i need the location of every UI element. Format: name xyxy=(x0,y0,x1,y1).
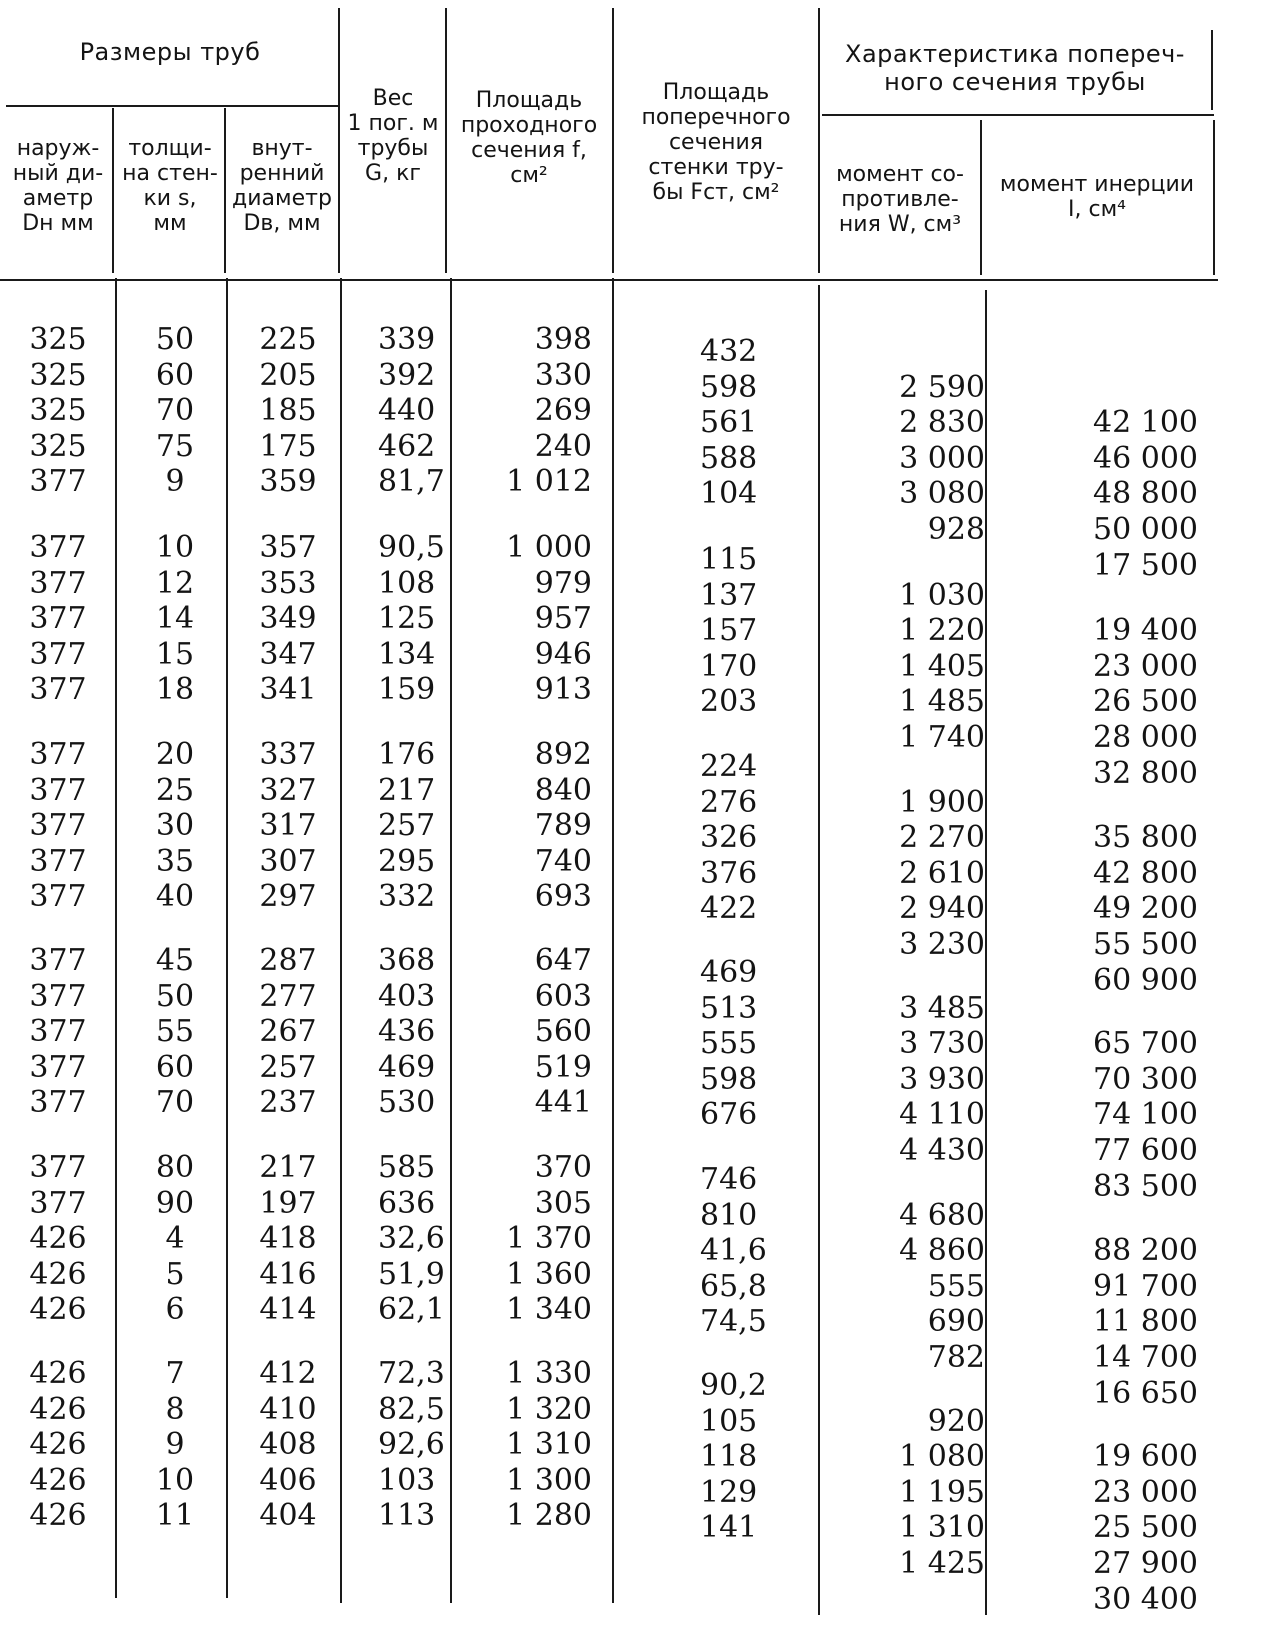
table-cell: 426 xyxy=(29,1462,87,1498)
table-cell: 28 000 xyxy=(1093,719,1198,755)
table-cell: 377 xyxy=(29,1085,87,1121)
table-cell: 327 xyxy=(259,772,317,808)
table-cell: 4 430 xyxy=(899,1132,985,1168)
table-cell: 82,5 xyxy=(378,1391,445,1427)
table-cell: 4 860 xyxy=(899,1233,985,1269)
table-cell: 2 940 xyxy=(899,891,985,927)
table-cell: 414 xyxy=(259,1292,317,1328)
table-cell: 422 xyxy=(700,891,758,927)
table-cell: 26 500 xyxy=(1093,684,1198,720)
table-cell: 25 xyxy=(155,772,195,808)
table-cell: 555 xyxy=(700,1026,758,1062)
table-cell: 920 xyxy=(927,1403,985,1439)
table-cell: 17 500 xyxy=(1093,547,1198,583)
table-cell: 90 xyxy=(155,1185,195,1221)
table-cell: 11 800 xyxy=(1093,1304,1198,1340)
table-cell: 105 xyxy=(700,1403,758,1439)
table-cell: 19 400 xyxy=(1093,613,1198,649)
table-cell: 946 xyxy=(534,636,592,672)
table-cell: 267 xyxy=(259,1014,317,1050)
table-cell: 377 xyxy=(29,672,87,708)
table-cell: 113 xyxy=(378,1498,436,1534)
table-cell: 1 280 xyxy=(506,1498,592,1534)
table-cell: 7 xyxy=(165,1356,185,1391)
table-cell: 2 610 xyxy=(899,855,985,891)
table-cell: 1 320 xyxy=(506,1391,592,1427)
table-cell: 50 xyxy=(155,978,195,1014)
table-cell: 1 360 xyxy=(506,1256,592,1292)
table-cell: 32 800 xyxy=(1093,755,1198,791)
table-cell: 1 740 xyxy=(899,719,985,755)
table-cell: 690 xyxy=(927,1304,985,1340)
table-cell: 840 xyxy=(534,772,592,808)
table-cell: 70 xyxy=(155,393,195,429)
table-cell: 3 230 xyxy=(899,926,985,962)
table-cell: 9 xyxy=(165,1427,185,1463)
table-cell: 406 xyxy=(259,1462,317,1498)
table-cell: 8 xyxy=(165,1391,185,1427)
table-cell: 103 xyxy=(378,1462,436,1498)
table-cell: 40 xyxy=(155,879,195,915)
table-cell: 1 330 xyxy=(506,1356,592,1391)
table-cell: 353 xyxy=(259,565,317,601)
table-cell: 403 xyxy=(378,978,436,1014)
table-cell: 676 xyxy=(700,1097,758,1133)
table-cell: 276 xyxy=(700,784,758,820)
table-cell: 412 xyxy=(259,1356,317,1391)
table-cell: 746 xyxy=(700,1162,758,1197)
header-wall-thickness: толщи- на стен- ки s, мм xyxy=(122,136,218,236)
table-cell: 4 110 xyxy=(899,1097,985,1133)
table-cell: 6 xyxy=(165,1292,185,1328)
table-cell: 10 xyxy=(155,1462,195,1498)
table-cell: 118 xyxy=(700,1439,758,1475)
table-cell: 416 xyxy=(259,1256,317,1292)
table-cell: 1 340 xyxy=(506,1292,592,1328)
table-cell: 317 xyxy=(259,808,317,844)
table-cell: 1 300 xyxy=(506,1462,592,1498)
table-cell: 426 xyxy=(29,1391,87,1427)
table-cell: 1 012 xyxy=(506,464,592,500)
table-cell: 1 485 xyxy=(899,684,985,720)
table-cell: 287 xyxy=(259,943,317,978)
table-cell: 23 000 xyxy=(1093,648,1198,684)
table-cell: 5 xyxy=(165,1256,185,1292)
table-cell: 349 xyxy=(259,601,317,637)
table-cell: 377 xyxy=(29,1014,87,1050)
table-cell: 55 500 xyxy=(1093,926,1198,962)
table-cell: 307 xyxy=(259,843,317,879)
table-cell: 203 xyxy=(700,684,758,720)
table-cell: 513 xyxy=(700,990,758,1026)
table-cell: 636 xyxy=(378,1185,436,1221)
header-rule xyxy=(1211,30,1213,110)
table-cell: 42 800 xyxy=(1093,855,1198,891)
table-cell: 70 xyxy=(155,1085,195,1121)
table-cell: 35 800 xyxy=(1093,820,1198,856)
table-cell: 957 xyxy=(534,601,592,637)
table-cell: 979 xyxy=(534,565,592,601)
table-cell: 35 xyxy=(155,843,195,879)
table-cell: 1 220 xyxy=(899,613,985,649)
table-cell: 377 xyxy=(29,843,87,879)
table-cell: 30 xyxy=(155,808,195,844)
table-cell: 129 xyxy=(700,1474,758,1510)
header-inner-diameter: внут- ренний диаметр Dв, мм xyxy=(232,136,332,236)
table-cell: 392 xyxy=(378,357,436,393)
table-cell: 377 xyxy=(29,879,87,915)
table-cell: 325 xyxy=(29,322,87,357)
table-cell: 157 xyxy=(700,613,758,649)
table-cell: 125 xyxy=(378,601,436,637)
table-cell: 359 xyxy=(259,464,317,500)
table-cell: 74 100 xyxy=(1093,1097,1198,1133)
table-cell: 137 xyxy=(700,577,758,613)
header-rule xyxy=(822,114,1214,116)
table-cell: 41,6 xyxy=(700,1233,767,1269)
table-cell: 1 030 xyxy=(899,577,985,613)
table-cell: 159 xyxy=(378,672,436,708)
table-cell: 337 xyxy=(259,737,317,772)
table-cell: 740 xyxy=(534,843,592,879)
table-cell: 440 xyxy=(378,393,436,429)
header-wall-area: Площадь поперечного сечения стенки тру- бы Fст, см² xyxy=(641,80,791,205)
table-cell: 257 xyxy=(259,1049,317,1085)
table-cell: 45 xyxy=(155,943,195,978)
table-cell: 75 xyxy=(155,428,195,464)
table-cell: 3 730 xyxy=(899,1026,985,1062)
table-cell: 50 xyxy=(155,322,195,357)
table-cell: 377 xyxy=(29,1185,87,1221)
table-cell: 60 900 xyxy=(1093,962,1198,998)
table-cell: 377 xyxy=(29,565,87,601)
table-cell: 561 xyxy=(700,405,758,441)
table-cell: 377 xyxy=(29,464,87,500)
table-cell: 1 195 xyxy=(899,1474,985,1510)
table-cell: 782 xyxy=(927,1339,985,1375)
table-cell: 426 xyxy=(29,1498,87,1534)
table-cell: 341 xyxy=(259,672,317,708)
table-cell: 462 xyxy=(378,428,436,464)
table-cell: 32,6 xyxy=(378,1221,445,1257)
table-cell: 240 xyxy=(534,428,592,464)
table-cell: 377 xyxy=(29,737,87,772)
table-cell: 426 xyxy=(29,1221,87,1257)
table-cell: 14 700 xyxy=(1093,1339,1198,1375)
table-cell: 2 270 xyxy=(899,820,985,856)
table-cell: 928 xyxy=(927,511,985,547)
header-section-modulus: момент со- противле- ния W, см³ xyxy=(836,162,964,237)
table-cell: 175 xyxy=(259,428,317,464)
table-cell: 325 xyxy=(29,428,87,464)
table-cell: 426 xyxy=(29,1356,87,1391)
table-cell: 14 xyxy=(155,601,195,637)
table-cell: 377 xyxy=(29,943,87,978)
table-cell: 3 930 xyxy=(899,1061,985,1097)
table-cell: 325 xyxy=(29,357,87,393)
header-pipe-sizes: Размеры труб xyxy=(79,38,261,66)
table-cell: 205 xyxy=(259,357,317,393)
header-weight: Вес 1 пог. м трубы G, кг xyxy=(347,86,439,186)
table-cell: 225 xyxy=(259,322,317,357)
table-cell: 376 xyxy=(700,855,758,891)
table-cell: 62,1 xyxy=(378,1292,445,1328)
table-cell: 330 xyxy=(534,357,592,393)
table-cell: 408 xyxy=(259,1427,317,1463)
table-cell: 377 xyxy=(29,808,87,844)
table-cell: 70 300 xyxy=(1093,1061,1198,1097)
table-cell: 1 900 xyxy=(899,784,985,820)
table-cell: 88 200 xyxy=(1093,1233,1198,1269)
table-cell: 50 000 xyxy=(1093,511,1198,547)
table-cell: 25 500 xyxy=(1093,1510,1198,1546)
table-cell: 1 080 xyxy=(899,1439,985,1475)
table-cell: 469 xyxy=(700,955,758,990)
table-cell: 11 xyxy=(155,1498,195,1534)
table-cell: 693 xyxy=(534,879,592,915)
table-cell: 237 xyxy=(259,1085,317,1121)
table-cell: 426 xyxy=(29,1427,87,1463)
table-cell: 2 590 xyxy=(899,369,985,405)
table-cell: 377 xyxy=(29,636,87,672)
table-cell: 4 680 xyxy=(899,1197,985,1233)
table-cell: 108 xyxy=(378,565,436,601)
header-rule xyxy=(6,105,338,107)
table-cell: 432 xyxy=(700,334,758,369)
table-cell: 104 xyxy=(700,476,758,512)
table-cell: 339 xyxy=(378,322,436,357)
table-cell: 3 485 xyxy=(899,990,985,1026)
table-cell: 560 xyxy=(534,1014,592,1050)
table-cell: 326 xyxy=(700,820,758,856)
header-section-characteristics: Характеристика попереч- ного сечения трубы xyxy=(845,40,1185,96)
table-cell: 357 xyxy=(259,530,317,565)
table-cell: 325 xyxy=(29,393,87,429)
table-cell: 3 000 xyxy=(899,440,985,476)
table-cell: 77 600 xyxy=(1093,1132,1198,1168)
table-cell: 404 xyxy=(259,1498,317,1534)
table-cell: 436 xyxy=(378,1014,436,1050)
table-cell: 217 xyxy=(378,772,436,808)
table-cell: 1 405 xyxy=(899,648,985,684)
table-cell: 2 830 xyxy=(899,405,985,441)
table-cell: 1 425 xyxy=(899,1545,985,1581)
table-cell: 72,3 xyxy=(378,1356,445,1391)
table-cell: 377 xyxy=(29,978,87,1014)
table-cell: 332 xyxy=(378,879,436,915)
table-cell: 10 xyxy=(155,530,195,565)
header-rule xyxy=(0,279,1218,281)
table-cell: 224 xyxy=(700,749,758,784)
header-flow-area: Площадь проходного сечения f, см² xyxy=(460,88,598,188)
table-cell: 65 700 xyxy=(1093,1026,1198,1062)
table-cell: 49 200 xyxy=(1093,891,1198,927)
table-cell: 12 xyxy=(155,565,195,601)
table-cell: 27 900 xyxy=(1093,1545,1198,1581)
table-cell: 81,7 xyxy=(378,464,445,500)
table-cell: 410 xyxy=(259,1391,317,1427)
table-cell: 598 xyxy=(700,1061,758,1097)
row-group xyxy=(0,1356,1274,1617)
table-cell: 9 xyxy=(165,464,185,500)
table-cell: 555 xyxy=(927,1268,985,1304)
table-cell: 789 xyxy=(534,808,592,844)
table-cell: 530 xyxy=(378,1085,436,1121)
table-cell: 257 xyxy=(378,808,436,844)
table-cell: 3 080 xyxy=(899,476,985,512)
table-cell: 347 xyxy=(259,636,317,672)
table-cell: 90,5 xyxy=(378,530,445,565)
table-cell: 170 xyxy=(700,648,758,684)
table-cell: 134 xyxy=(378,636,436,672)
table-cell: 426 xyxy=(29,1256,87,1292)
table-cell: 60 xyxy=(155,357,195,393)
table-cell: 377 xyxy=(29,530,87,565)
table-cell: 48 800 xyxy=(1093,476,1198,512)
table-cell: 80 xyxy=(155,1150,195,1185)
table-cell: 418 xyxy=(259,1221,317,1257)
table-cell: 19 600 xyxy=(1093,1439,1198,1475)
table-cell: 1 310 xyxy=(506,1427,592,1463)
table-cell: 585 xyxy=(378,1150,436,1185)
table-cell: 46 000 xyxy=(1093,440,1198,476)
table-cell: 42 100 xyxy=(1093,405,1198,441)
table-cell: 277 xyxy=(259,978,317,1014)
table-cell: 598 xyxy=(700,369,758,405)
table-cell: 51,9 xyxy=(378,1256,445,1292)
table-cell: 20 xyxy=(155,737,195,772)
table-cell: 377 xyxy=(29,1049,87,1085)
table-cell: 647 xyxy=(534,943,592,978)
table-cell: 90,2 xyxy=(700,1368,767,1403)
table-cell: 18 xyxy=(155,672,195,708)
table-cell: 398 xyxy=(534,322,592,357)
table-cell: 141 xyxy=(700,1510,758,1546)
table-cell: 426 xyxy=(29,1292,87,1328)
table-cell: 441 xyxy=(534,1085,592,1121)
table-cell: 377 xyxy=(29,1150,87,1185)
table-cell: 377 xyxy=(29,772,87,808)
header-inertia-moment: момент инерции I, см⁴ xyxy=(999,172,1195,222)
table-cell: 16 650 xyxy=(1093,1375,1198,1411)
table-cell: 115 xyxy=(700,542,758,577)
table-cell: 217 xyxy=(259,1150,317,1185)
table-cell: 30 400 xyxy=(1093,1581,1198,1617)
table-cell: 269 xyxy=(534,393,592,429)
table-cell: 15 xyxy=(155,636,195,672)
table-cell: 370 xyxy=(534,1150,592,1185)
table-cell: 185 xyxy=(259,393,317,429)
table-cell: 1 370 xyxy=(506,1221,592,1257)
table-cell: 1 000 xyxy=(506,530,592,565)
table-cell: 55 xyxy=(155,1014,195,1050)
table-cell: 23 000 xyxy=(1093,1474,1198,1510)
table-cell: 519 xyxy=(534,1049,592,1085)
table-cell: 603 xyxy=(534,978,592,1014)
header-rule xyxy=(1213,120,1215,275)
table-cell: 65,8 xyxy=(700,1268,767,1304)
table-cell: 176 xyxy=(378,737,436,772)
table-cell: 60 xyxy=(155,1049,195,1085)
header-outer-diameter: наруж- ный ди- аметр Dн мм xyxy=(12,136,104,236)
table-cell: 4 xyxy=(165,1221,185,1257)
table-cell: 913 xyxy=(534,672,592,708)
table-cell: 469 xyxy=(378,1049,436,1085)
table-cell: 83 500 xyxy=(1093,1168,1198,1204)
table-cell: 92,6 xyxy=(378,1427,445,1463)
table-cell: 377 xyxy=(29,601,87,637)
table-cell: 588 xyxy=(700,440,758,476)
table-cell: 74,5 xyxy=(700,1304,767,1340)
table-cell: 1 310 xyxy=(899,1510,985,1546)
table-cell: 892 xyxy=(534,737,592,772)
table-cell: 305 xyxy=(534,1185,592,1221)
table-cell: 810 xyxy=(700,1197,758,1233)
table-cell: 197 xyxy=(259,1185,317,1221)
table-cell: 297 xyxy=(259,879,317,915)
table-cell: 91 700 xyxy=(1093,1268,1198,1304)
table-cell: 295 xyxy=(378,843,436,879)
table-cell: 368 xyxy=(378,943,436,978)
